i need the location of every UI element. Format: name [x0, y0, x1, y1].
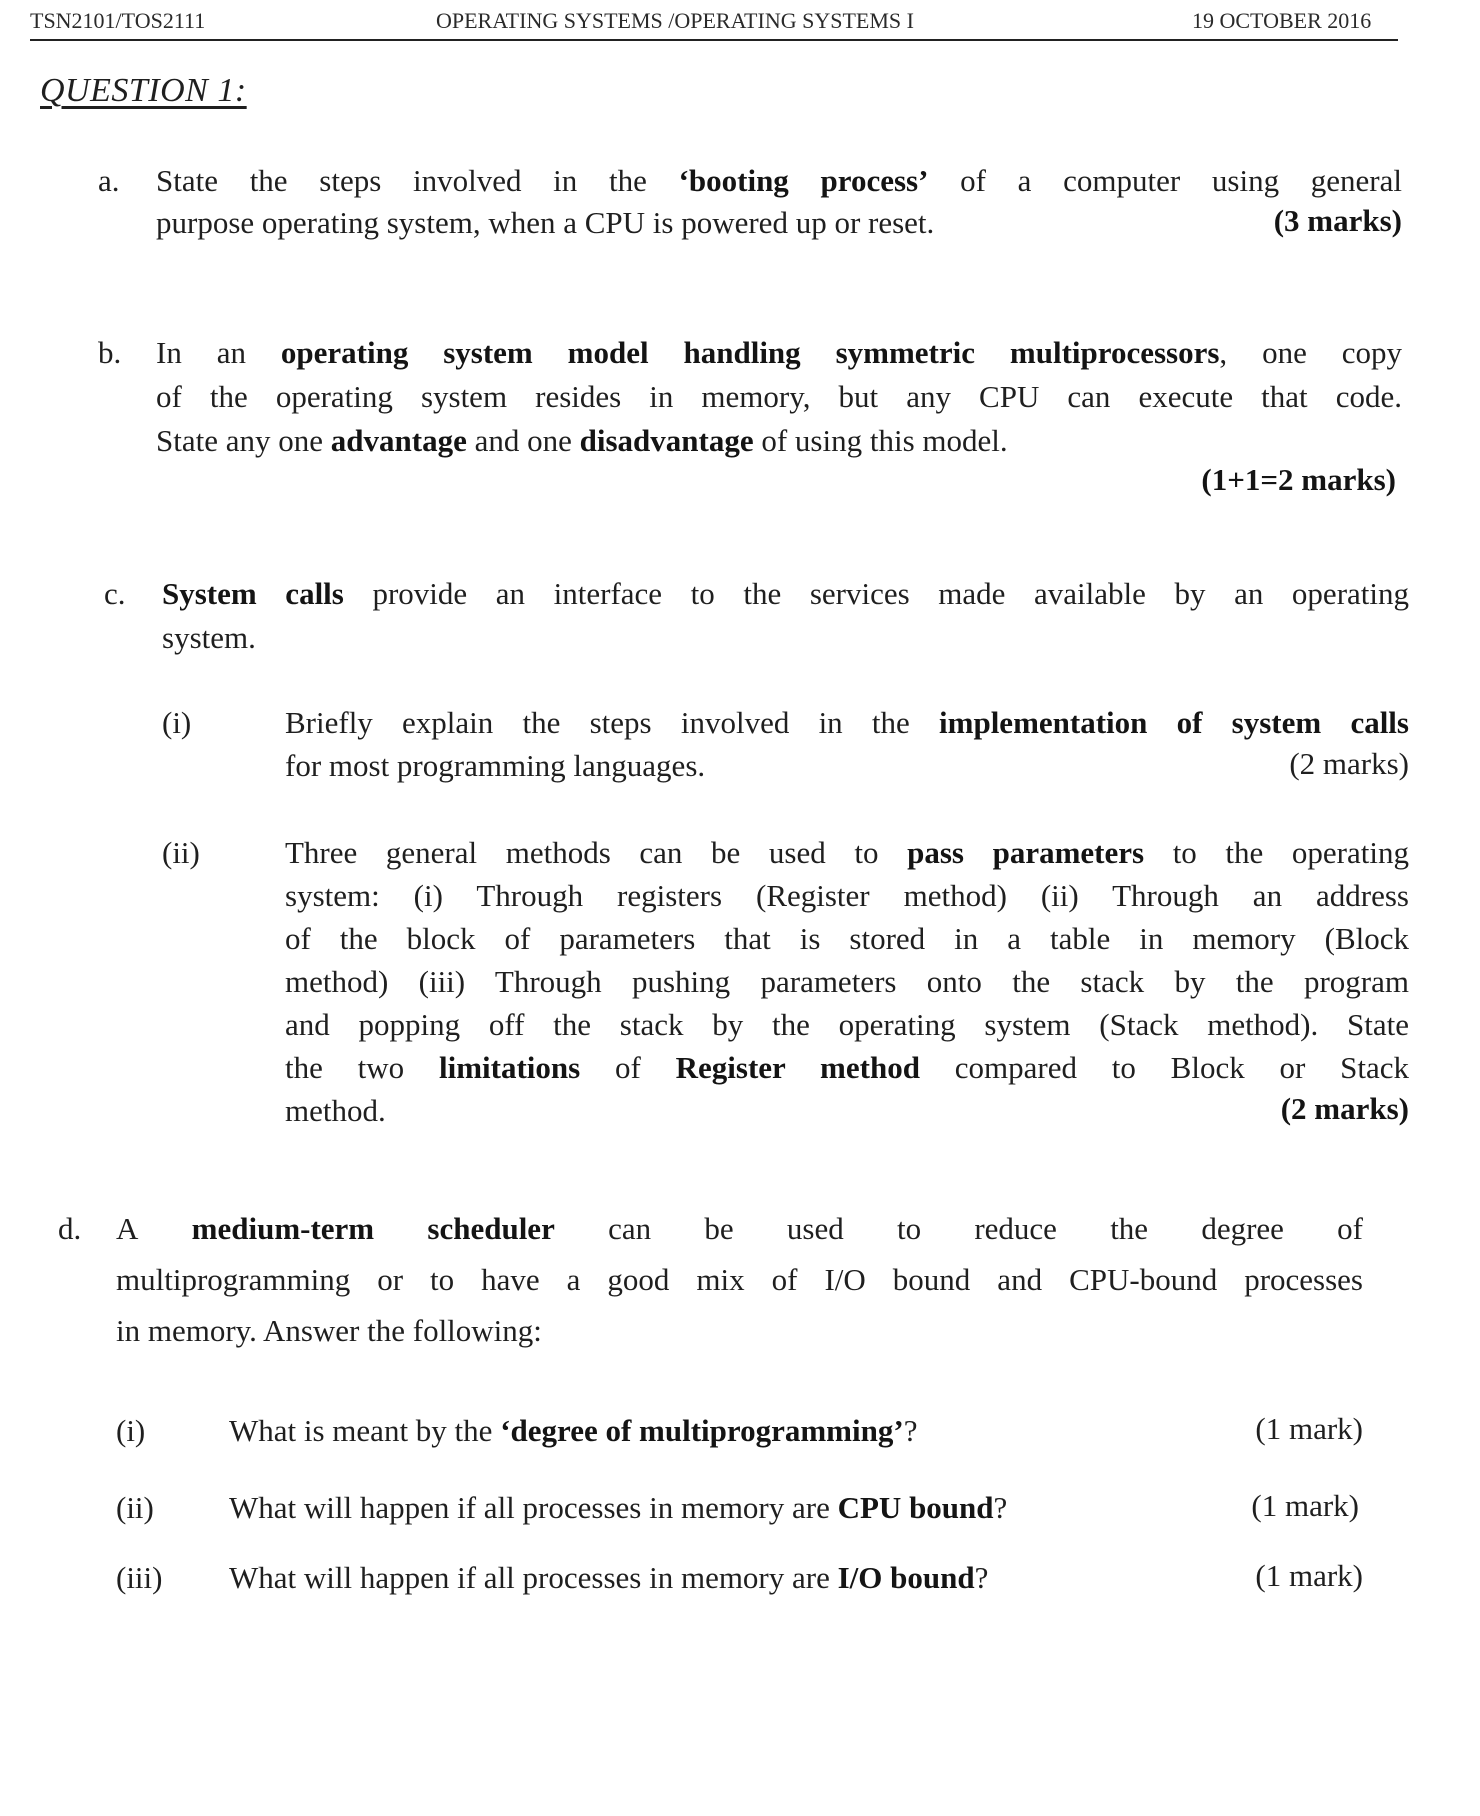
- part-c-label: c.: [104, 576, 126, 611]
- course-code: TSN2101/TOS2111: [30, 8, 206, 33]
- part-c-ii-line-5: and popping off the stack by the operating system (Stack method). State: [285, 1007, 1409, 1042]
- part-c-ii-label: (ii): [162, 835, 200, 870]
- part-d-label: d.: [58, 1211, 82, 1246]
- part-d-iii-label: (iii): [116, 1560, 163, 1595]
- part-b-line-1: In an operating system model handling symmetric multiprocessors, one copy: [156, 335, 1402, 370]
- part-d-ii-text: What will happen if all processes in memory are CPU bound?: [229, 1490, 1008, 1525]
- part-d-ii-marks: (1 mark): [1251, 1488, 1359, 1523]
- part-c-i-marks: (2 marks): [1289, 746, 1409, 781]
- part-d-line-3: in memory. Answer the following:: [116, 1313, 542, 1348]
- part-a-marks: (3 marks): [1273, 203, 1402, 238]
- exam-date: 19 OCTOBER 2016: [1192, 8, 1372, 33]
- part-c-i-label: (i): [162, 705, 192, 740]
- part-c-i-line-1: Briefly explain the steps involved in the implementation of system calls: [285, 705, 1409, 740]
- part-c-ii-line-3: of the block of parameters that is stored in a table in memory (Block: [285, 921, 1409, 956]
- part-c-line-1: System calls provide an interface to the services made available by an operating: [162, 576, 1410, 611]
- course-title: OPERATING SYSTEMS /OPERATING SYSTEMS I: [436, 8, 914, 33]
- part-d-i-marks: (1 mark): [1255, 1411, 1363, 1446]
- part-a-label: a.: [98, 163, 120, 198]
- part-d-ii-label: (ii): [116, 1490, 154, 1525]
- part-c-ii-line-6: the two limitations of Register method compared to Block or Stack: [285, 1050, 1410, 1085]
- question-title: QUESTION 1:: [40, 72, 247, 109]
- part-a-line-2: purpose operating system, when a CPU is powered up or reset.: [156, 205, 935, 240]
- part-b-marks: (1+1=2 marks): [1201, 462, 1396, 497]
- part-d-line-2: multiprogramming or to have a good mix of I/O bound and CPU-bound processes: [116, 1262, 1363, 1297]
- part-d-line-1: A medium-term scheduler can be used to reduce the degree of: [116, 1211, 1363, 1246]
- part-a-line-1: State the steps involved in the ‘booting process’ of a computer using general: [156, 163, 1402, 198]
- part-c-ii-marks: (2 marks): [1280, 1091, 1409, 1126]
- part-b-line-2: of the operating system resides in memory, but any CPU can execute that code.: [156, 379, 1402, 414]
- part-d-iii-text: What will happen if all processes in memory are I/O bound?: [229, 1560, 989, 1595]
- part-b-label: b.: [98, 335, 122, 370]
- part-c-line-2: system.: [162, 620, 256, 655]
- part-c-ii-line-4: method) (iii) Through pushing parameters onto the stack by the program: [285, 964, 1409, 999]
- part-b-line-3: State any one advantage and one disadvantage of using this model.: [156, 423, 1008, 458]
- part-c-ii-line-2: system: (i) Through registers (Register method) (ii) Through an address: [285, 878, 1409, 913]
- header-rule: [30, 39, 1398, 41]
- part-c-i-line-2: for most programming languages.: [285, 748, 706, 783]
- part-c-ii-line-7: method.: [285, 1093, 386, 1128]
- part-d-i-label: (i): [116, 1413, 146, 1448]
- part-d-iii-marks: (1 mark): [1255, 1558, 1363, 1593]
- part-c-ii-line-1: Three general methods can be used to pass parameters to the operating: [285, 835, 1409, 870]
- part-d-i-text: What is meant by the ‘degree of multiprogramming’?: [229, 1413, 918, 1448]
